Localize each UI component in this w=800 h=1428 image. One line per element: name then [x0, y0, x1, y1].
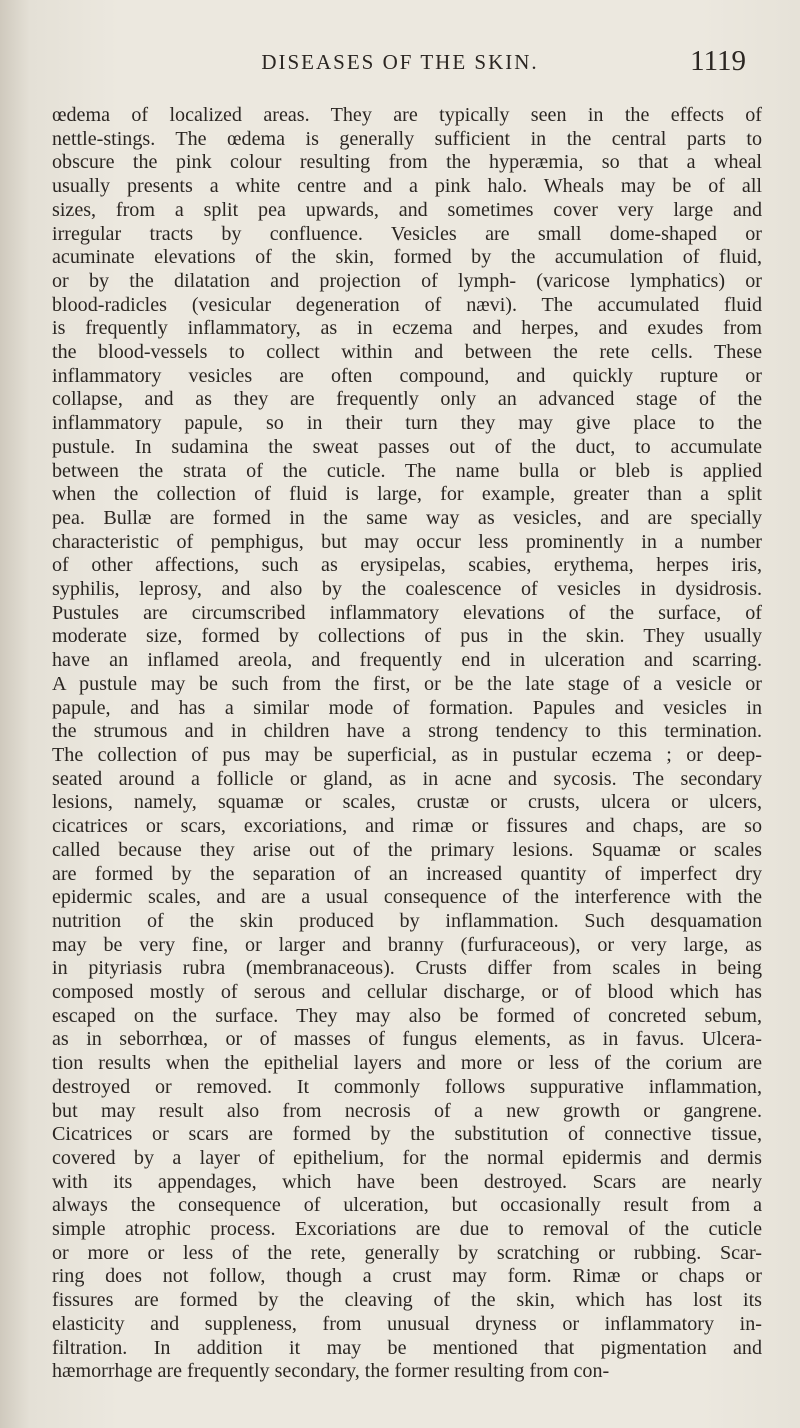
text-line: lesions, namely, squamæ or scales, crustæ or crusts, ulcera or ulcers, [52, 791, 762, 814]
text-line: nutrition of the skin produced by inflammation. Such desquamation [52, 909, 762, 932]
text-line: called because they arise out of the primary lesions. Squamæ or scales [52, 838, 762, 861]
text-line: simple atrophic process. Excoriations are due to removal of the cuticle [52, 1218, 762, 1241]
text-line: nettle-stings. The œdema is generally sufficient in the central parts to [52, 127, 762, 150]
text-line: are formed by the separation of an increased quantity of imperfect dry [52, 862, 762, 885]
text-line: filtration. In addition it may be mentioned that pigmentation and [52, 1336, 762, 1359]
text-line: destroyed or removed. It commonly follows suppurative inflammation, [52, 1075, 762, 1098]
text-line: hæmorrhage are frequently secondary, the former resulting from con- [52, 1360, 610, 1383]
text-line: sizes, from a split pea upwards, and sometimes cover very large and [52, 198, 762, 221]
text-line: inflammatory vesicles are often compound, and quickly rupture or [52, 364, 762, 387]
text-line: with its appendages, which have been destroyed. Scars are nearly [52, 1170, 762, 1193]
body-text [52, 104, 762, 1384]
text-line: inflammatory papule, so in their turn they may give place to the [52, 412, 762, 435]
text-line: or by the dilatation and projection of lymph- (varicose lymphatics) or [52, 269, 762, 292]
text-line: in pityriasis rubra (membranaceous). Crusts differ from scales in being [52, 957, 762, 980]
text-line: syphilis, leprosy, and also by the coalescence of vesicles in dysidrosis. [52, 578, 762, 601]
running-head: DISEASES OF THE SKIN. [261, 50, 539, 74]
text-line: composed mostly of serous and cellular discharge, or of blood which has [52, 981, 762, 1004]
text-line: between the strata of the cuticle. The name bulla or bleb is applied [52, 459, 762, 482]
text-line: epidermic scales, and are a usual consequence of the interference with the [52, 886, 762, 909]
text-line: œdema of localized areas. They are typically seen in the effects of [52, 104, 762, 126]
text-line: papule, and has a similar mode of formation. Papules and vesicles in [52, 696, 762, 719]
text-line: usually presents a white centre and a pink halo. Wheals may be of all [52, 175, 762, 198]
text-line: always the consequence of ulceration, but occasionally result from a [52, 1194, 762, 1217]
text-line: tion results when the epithelial layers and more or less of the corium are [52, 1052, 762, 1075]
page-header [0, 45, 800, 90]
text-line: collapse, and as they are frequently only an advanced stage of the [52, 388, 762, 411]
page-number: 1119 [690, 45, 746, 77]
text-line: seated around a follicle or gland, as in acne and sycosis. The secondary [52, 767, 762, 790]
text-line: may be very fine, or larger and branny (furfuraceous), or very large, as [52, 933, 762, 956]
text-line: acuminate elevations of the skin, formed by the accumulation of fluid, [52, 246, 762, 269]
text-line: A pustule may be such from the first, or be the late stage of a vesicle or [52, 672, 762, 695]
text-line: the blood-vessels to collect within and between the rete cells. These [52, 341, 762, 364]
text-line: The collection of pus may be superficial, as in pustular eczema ; or deep- [52, 743, 762, 766]
text-line: covered by a layer of epithelium, for the normal epidermis and dermis [52, 1146, 762, 1169]
text-line: blood-radicles (vesicular degeneration of nævi). The accumulated fluid [52, 293, 762, 316]
text-line: or more or less of the rete, generally by scratching or rubbing. Scar- [52, 1241, 762, 1264]
text-line: when the collection of fluid is large, for example, greater than a split [52, 483, 762, 506]
text-line: elasticity and suppleness, from unusual dryness or inflammatory in- [52, 1312, 762, 1335]
text-line: escaped on the surface. They may also be formed of concreted sebum, [52, 1004, 762, 1027]
text-line: but may result also from necrosis of a new growth or gangrene. [52, 1099, 762, 1122]
text-line: Pustules are circumscribed inflammatory elevations of the surface, of [52, 601, 762, 624]
text-line: as in seborrhœa, or of masses of fungus elements, as in favus. Ulcera- [52, 1028, 762, 1051]
text-line: obscure the pink colour resulting from the hyperæmia, so that a wheal [52, 151, 762, 174]
text-line: characteristic of pemphigus, but may occur less prominently in a number [52, 530, 762, 553]
text-line: is frequently inflammatory, as in eczema and herpes, and exudes from [52, 317, 762, 340]
text-line: of other affections, such as erysipelas, scabies, erythema, herpes iris, [52, 554, 762, 577]
text-line: irregular tracts by confluence. Vesicles are small dome-shaped or [52, 222, 762, 245]
text-line: moderate size, formed by collections of pus in the skin. They usually [52, 625, 762, 648]
text-line: ring does not follow, though a crust may form. Rimæ or chaps or [52, 1265, 762, 1288]
text-line: pustule. In sudamina the sweat passes out of the duct, to accumulate [52, 435, 762, 458]
text-line: fissures are formed by the cleaving of the skin, which has lost its [52, 1289, 762, 1312]
text-line: Cicatrices or scars are formed by the substitution of connective tissue, [52, 1123, 762, 1146]
text-line: the strumous and in children have a strong tendency to this termination. [52, 720, 762, 743]
text-line: cicatrices or scars, excoriations, and rimæ or fissures and chaps, are so [52, 815, 762, 838]
text-line: have an inflamed areola, and frequently end in ulceration and scarring. [52, 649, 762, 672]
text-line: pea. Bullæ are formed in the same way as vesicles, and are specially [52, 506, 762, 529]
